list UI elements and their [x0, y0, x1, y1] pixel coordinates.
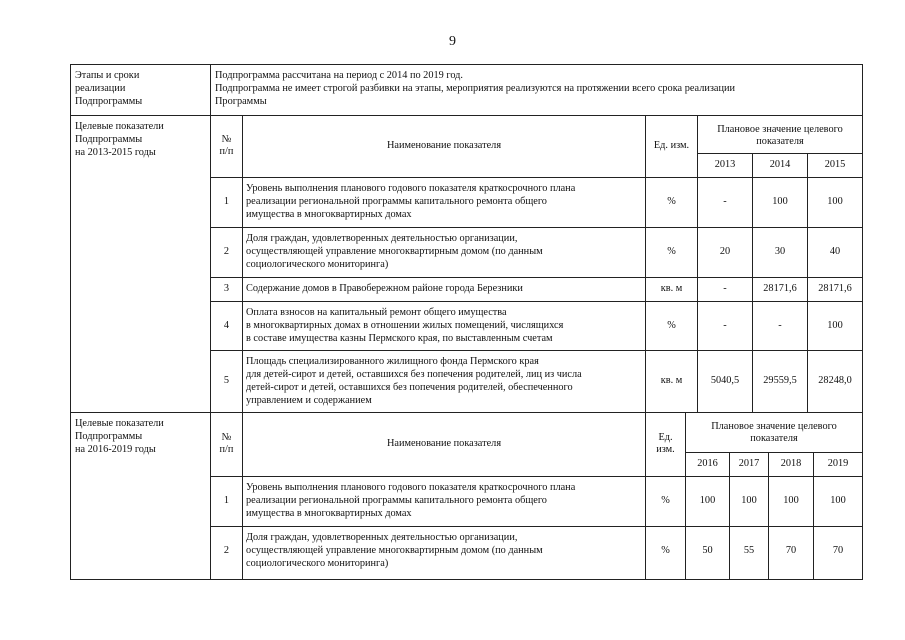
- row-value: 28248,0: [818, 375, 852, 386]
- row-value: -: [778, 320, 782, 331]
- row-unit: %: [667, 196, 676, 207]
- header-num: п/п: [219, 146, 234, 157]
- row-name: Оплата взносов на капитальный ремонт общего имущества: [246, 307, 507, 318]
- header-unit: Ед.: [658, 432, 673, 443]
- row-name: реализации региональной программы капитального ремонта общего: [246, 196, 547, 207]
- header-plan: Плановое значение целевого: [717, 124, 843, 135]
- row-value: 70: [832, 545, 844, 556]
- row-num: 2: [223, 545, 230, 556]
- header-year: 2017: [738, 458, 760, 469]
- row-value: 40: [829, 246, 841, 257]
- row-name: имущества в многоквартирных домах: [246, 508, 412, 519]
- header-year: 2016: [697, 458, 718, 469]
- row-value: -: [723, 320, 727, 331]
- row-num: 1: [223, 196, 230, 207]
- header-year: 2015: [824, 159, 846, 170]
- row-name: Содержание домов в Правобережном районе города Березники: [246, 283, 523, 294]
- row-name: Уровень выполнения планового годового показателя краткосрочного плана: [246, 183, 576, 194]
- row-name: для детей-сирот и детей, оставшихся без попечения родителей, лиц из числа: [246, 369, 582, 380]
- label-line: Подпрограммы: [75, 96, 143, 107]
- header-num: п/п: [219, 444, 234, 455]
- text-line: Программы: [215, 96, 267, 107]
- row-name: осуществляющей управление многоквартирным домом (по данным: [246, 545, 543, 556]
- label-line: Подпрограммы: [75, 134, 143, 145]
- row-value: 50: [702, 545, 713, 556]
- header-unit: изм.: [656, 444, 675, 455]
- header-num: №: [221, 432, 232, 443]
- row-num: 5: [223, 375, 230, 386]
- text-line: Подпрограмма не имеет строгой разбивки на этапы, мероприятия реализуются на протяжении всего срока реализации: [215, 83, 736, 94]
- row-name: Доля граждан, удовлетворенных деятельностью организации,: [246, 233, 518, 244]
- label-line: на 2013-2015 годы: [75, 147, 156, 158]
- header-name: Наименование показателя: [386, 438, 502, 449]
- row-value: 5040,5: [710, 375, 740, 386]
- row-num: 3: [223, 283, 230, 294]
- row-value: 29559,5: [763, 375, 797, 386]
- row-value: 20: [719, 246, 731, 257]
- row-value: 100: [827, 320, 843, 331]
- row-name: Уровень выполнения планового годового показателя краткосрочного плана: [246, 482, 576, 493]
- header-plan: показателя: [756, 136, 804, 147]
- header-year: 2019: [827, 458, 849, 469]
- row-value: 100: [783, 495, 799, 506]
- label-line: на 2016-2019 годы: [75, 444, 156, 455]
- row-name: в составе имущества казны Пермского края, по выставленным счетам: [246, 333, 553, 344]
- header-num: №: [221, 134, 232, 145]
- row-unit: %: [667, 246, 676, 257]
- label-line: Подпрограммы: [75, 431, 143, 442]
- label-line: Целевые показатели: [75, 418, 164, 429]
- row-unit: кв. м: [660, 375, 683, 386]
- header-unit: Ед. изм.: [653, 140, 690, 151]
- row-name: Доля граждан, удовлетворенных деятельностью организации,: [246, 532, 518, 543]
- header-year: 2014: [769, 159, 791, 170]
- label-line: Целевые показатели: [75, 121, 164, 132]
- row-value: 100: [699, 495, 716, 506]
- row-value: 28171,6: [818, 283, 852, 294]
- row-name: управлением и содержанием: [246, 395, 372, 406]
- row-name: Площадь специализированного жилищного фонда Пермского края: [246, 356, 539, 367]
- row-value: 55: [743, 545, 755, 556]
- header-year: 2013: [714, 159, 736, 170]
- header-plan: Плановое значение целевого: [711, 421, 837, 432]
- row-unit: %: [661, 495, 670, 506]
- row-value: -: [723, 196, 727, 207]
- row-value: -: [723, 283, 727, 294]
- row-name: социологического мониторинга): [246, 558, 389, 569]
- row-value: 30: [774, 246, 786, 257]
- row-value: 100: [772, 196, 788, 207]
- row-unit: %: [661, 545, 670, 556]
- row-value: 28171,6: [763, 283, 797, 294]
- row-unit: %: [667, 320, 676, 331]
- row-unit: кв. м: [660, 283, 683, 294]
- row-value: 100: [830, 495, 846, 506]
- label-line: реализации: [75, 83, 126, 94]
- page-number: 9: [449, 34, 456, 49]
- row-name: детей-сирот и детей, оставшихся без попечения родителей, обеспеченного: [246, 382, 573, 393]
- row-value: 100: [741, 495, 757, 506]
- row-value: 70: [785, 545, 797, 556]
- row-name: социологического мониторинга): [246, 259, 389, 270]
- row-num: 4: [223, 320, 230, 331]
- label-line: Этапы и сроки: [75, 70, 140, 81]
- header-year: 2018: [780, 458, 802, 469]
- row-name: в многоквартирных домах в отношении жилых помещений, числящихся: [246, 320, 564, 331]
- header-name: Наименование показателя: [386, 140, 502, 151]
- row-value: 100: [827, 196, 843, 207]
- row-name: имущества в многоквартирных домах: [246, 209, 412, 220]
- row-name: реализации региональной программы капитального ремонта общего: [246, 495, 547, 506]
- row-num: 1: [223, 495, 230, 506]
- text-line: Подпрограмма рассчитана на период с 2014 по 2019 год.: [215, 70, 463, 81]
- header-plan: показателя: [750, 433, 798, 444]
- row-name: осуществляющей управление многоквартирным домом (по данным: [246, 246, 543, 257]
- row-num: 2: [223, 246, 230, 257]
